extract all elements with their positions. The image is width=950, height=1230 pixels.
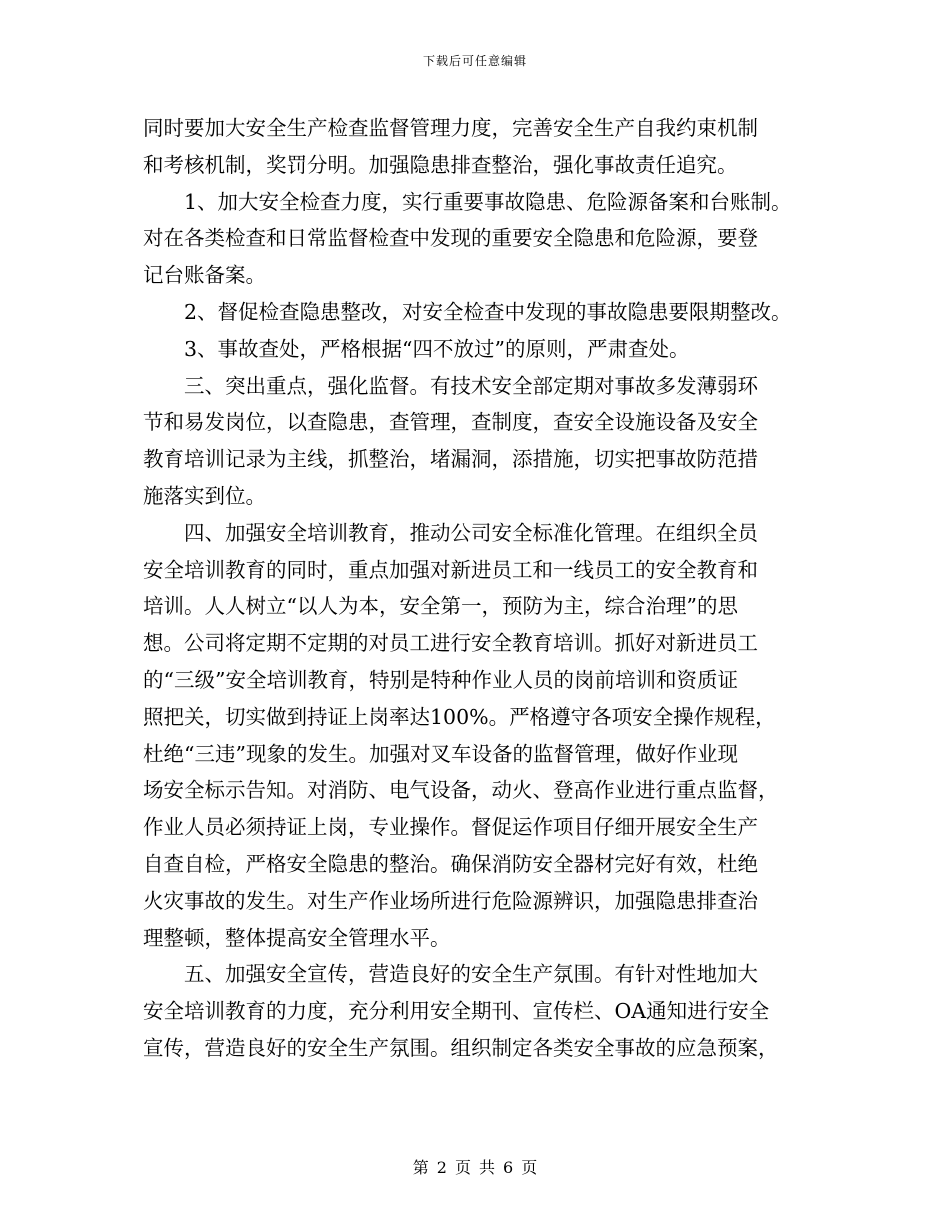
text-line: 安全培训教育的力度，充分利用安全期刊、宣传栏、OA通知进行安全 [143, 999, 770, 1024]
text-line: 同时要加大安全生产检查监督管理力度，完善安全生产自我约束机制 [143, 116, 758, 140]
text-line: 照把关，切实做到持证上岗率达100%。严格遵守各项安全操作规程， [143, 704, 776, 729]
text-line: 五、加强安全宣传，营造良好的安全生产氛围。有针对性地加大 [143, 962, 758, 987]
text-line: 杜绝“三违”现象的发生。加强对叉车设备的监督管理，做好作业现 [143, 741, 738, 766]
text-line: 记台账备案。 [143, 263, 266, 288]
text-line: 3、事故查处，严格根据“四不放过”的原则，严肃查处。 [143, 336, 690, 361]
text-line: 节和易发岗位，以查隐患，查管理，查制度，查安全设施设备及安全 [143, 410, 758, 435]
text-line: 宣传，营造良好的安全生产氛围。组织制定各类安全事故的应急预案， [143, 1035, 779, 1060]
text-line: 的“三级”安全培训教育，特别是特种作业人员的岗前培训和资质证 [143, 667, 738, 692]
page-number-footer [0, 1155, 950, 1178]
page-total: 6 [503, 1158, 514, 1177]
text-line: 和考核机制，奖罚分明。加强隐患排查整治，强化事故责任追究。 [143, 152, 738, 177]
text-line: 教育培训记录为主线，抓整治，堵漏洞，添措施，切实把事故防范措 [143, 447, 758, 472]
page-label-total-prefix: 共 [479, 1158, 496, 1177]
text-line: 火灾事故的发生。对生产作业场所进行危险源辨识，加强隐患排查治 [143, 888, 758, 913]
text-line: 培训。人人树立“以人为本，安全第一，预防为主，综合治理”的思 [143, 594, 738, 619]
text-line: 1、加大安全检查力度，实行重要事故隐患、危险源备案和台账制。 [143, 189, 792, 214]
text-line: 作业人员必须持证上岗，专业操作。督促运作项目仔细开展安全生产 [143, 815, 758, 840]
page-label-prefix: 第 [412, 1158, 429, 1177]
page-header-note: 下载后可任意编辑 [422, 54, 527, 68]
text-line: 施落实到位。 [143, 483, 266, 508]
document-body [143, 110, 823, 1067]
page-label-mid: 页 [454, 1158, 471, 1177]
text-line: 场安全标示告知。对消防、电气设备，动火、登高作业进行重点监督， [143, 778, 779, 803]
text-line: 想。公司将定期不定期的对员工进行安全教育培训。抓好对新进员工 [143, 631, 758, 656]
text-line: 2、督促检查隐患整改，对安全检查中发现的事故隐患要限期整改。 [143, 299, 792, 324]
text-line: 自查自检，严格安全隐患的整治。确保消防安全器材完好有效，杜绝 [143, 851, 758, 876]
page-label-suffix: 页 [521, 1158, 538, 1177]
text-line: 安全培训教育的同时，重点加强对新进员工和一线员工的安全教育和 [143, 557, 758, 582]
text-line: 理整顿，整体提高安全管理水平。 [143, 925, 451, 950]
page-current: 2 [436, 1158, 447, 1177]
text-line: 四、加强安全培训教育，推动公司安全标准化管理。在组织全员 [143, 520, 758, 545]
text-line: 三、突出重点，强化监督。有技术安全部定期对事故多发薄弱环 [143, 373, 758, 398]
text-line: 对在各类检查和日常监督检查中发现的重要安全隐患和危险源，要登 [143, 226, 758, 251]
